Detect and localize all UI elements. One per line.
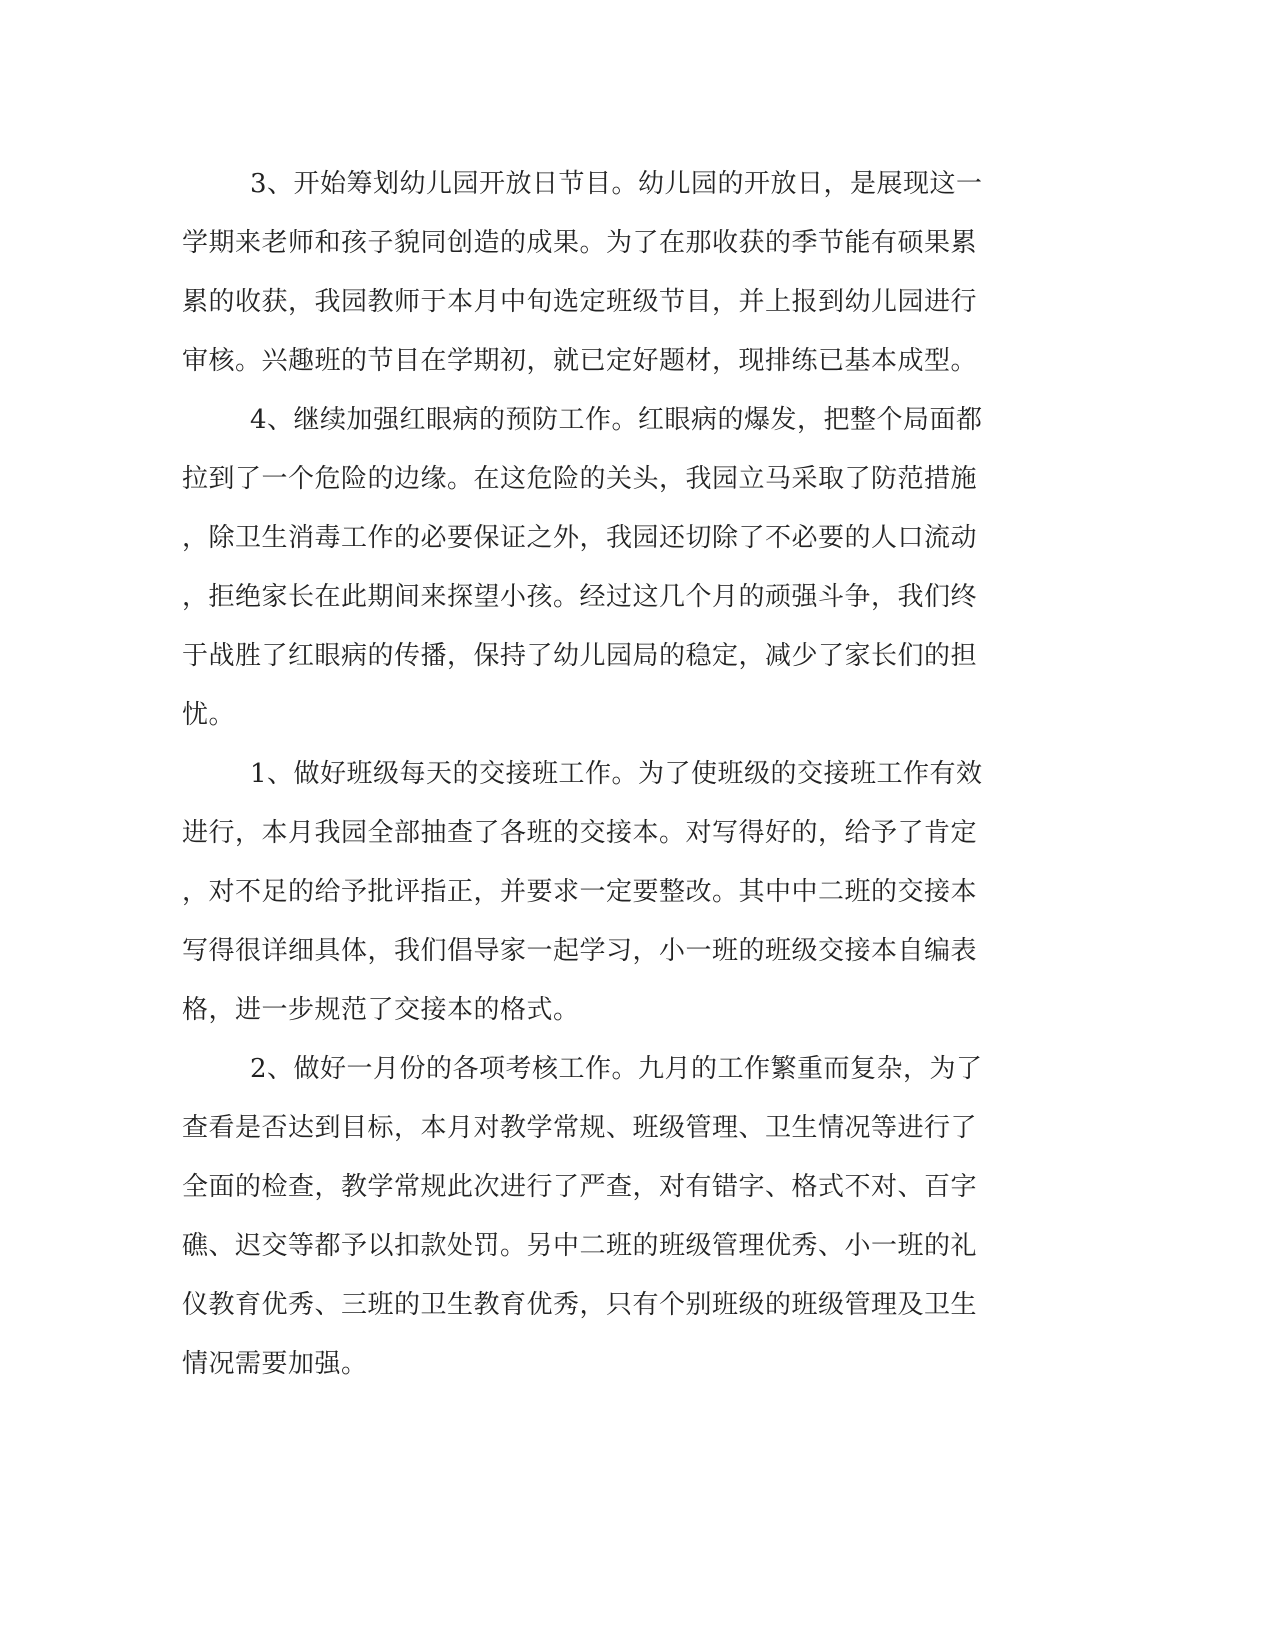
text-line: 查看是否达到目标，本月对教学常规、班级管理、卫生情况等进行了	[182, 1113, 978, 1143]
text-line: 进行，本月我园全部抽查了各班的交接本。对写得好的，给予了肯定	[182, 818, 978, 848]
text-line: ，对不足的给予批评指正，并要求一定要整改。其中中二班的交接本	[182, 877, 978, 907]
text-line: 格，进一步规范了交接本的格式。	[182, 995, 580, 1025]
text-line: 审核。兴趣班的节目在学期初，就已定好题材，现排练已基本成型。	[182, 346, 978, 376]
text-line: 1、做好班级每天的交接班工作。为了使班级的交接班工作有效	[250, 759, 983, 789]
text-line: 4、继续加强红眼病的预防工作。红眼病的爆发，把整个局面都	[250, 405, 983, 435]
paragraph-assessment	[182, 1040, 1022, 1394]
text-line: 3、开始筹划幼儿园开放日节目。幼儿园的开放日，是展现这一	[250, 169, 983, 199]
text-line: 忧。	[182, 700, 236, 730]
text-line: ，拒绝家长在此期间来探望小孩。经过这几个月的顽强斗争，我们终	[182, 582, 978, 612]
document-body	[182, 155, 1022, 1394]
text-line: 于战胜了红眼病的传播，保持了幼儿园局的稳定，减少了家长们的担	[182, 641, 978, 671]
text-line: 拉到了一个危险的边缘。在这危险的关头，我园立马采取了防范措施	[182, 464, 978, 494]
text-line: 写得很详细具体，我们倡导家一起学习，小一班的班级交接本自编表	[182, 936, 978, 966]
paragraph-open-day	[182, 155, 1022, 391]
text-line: 学期来老师和孩子貌同创造的成果。为了在那收获的季节能有硕果累	[182, 228, 978, 258]
text-line: 全面的检查，教学常规此次进行了严查，对有错字、格式不对、百字	[182, 1172, 978, 1202]
text-line: 2、做好一月份的各项考核工作。九月的工作繁重而复杂，为了	[250, 1054, 983, 1084]
paragraph-pinkeye-prevention	[182, 391, 1022, 745]
text-line: 礁、迟交等都予以扣款处罚。另中二班的班级管理优秀、小一班的礼	[182, 1231, 978, 1261]
text-line: 情况需要加强。	[182, 1349, 368, 1379]
paragraph-shift-handover	[182, 745, 1022, 1040]
text-line: ，除卫生消毒工作的必要保证之外，我园还切除了不必要的人口流动	[182, 523, 978, 553]
text-line: 仪教育优秀、三班的卫生教育优秀，只有个别班级的班级管理及卫生	[182, 1290, 978, 1320]
text-line: 累的收获，我园教师于本月中旬选定班级节目，并上报到幼儿园进行	[182, 287, 978, 317]
